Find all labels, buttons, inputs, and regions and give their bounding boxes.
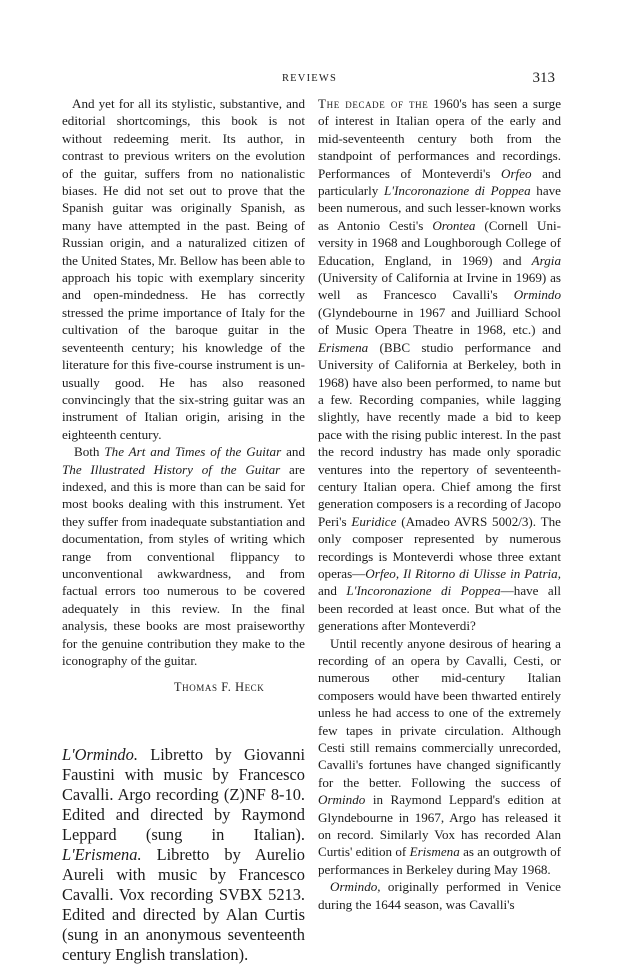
title-monteverdi-operas: Orfeo, Il Ritorno di Ulisse in Patria,: [365, 565, 561, 581]
text: 1960's has seen a surge of interest in Italian opera of the early and mid-seventeenth century both from the standpoint of performances and recordings. Performances of Monteverdi's: [318, 96, 562, 181]
heading-text-ormindo: Libretto by Giovanni Faustini with music by Francesco Cavalli. Argo recording (Z)NF 8-10. Edited and directed by Raymond Leppard (sung in Italian).: [62, 744, 305, 844]
running-head: REVIEWS: [281, 73, 338, 84]
title-euridice: Euridice: [351, 513, 397, 529]
title-poppea: L'Incoronazione di Poppea: [346, 583, 501, 599]
title-ormindo: Ormindo: [318, 792, 366, 808]
left-column: [62, 95, 305, 965]
paragraph-ormindo-venice: [318, 878, 561, 913]
lead-in-smallcaps: The decade of the: [318, 96, 429, 111]
book-title-illustrated-history: The Illustrated History of the Guitar: [62, 461, 281, 477]
text: as an outgrowth of performances in Berkeley during May 1968.: [318, 844, 562, 877]
para2-text-1: Both: [74, 444, 105, 460]
title-ormindo: Ormindo: [513, 287, 561, 303]
paragraph-shortcomings: And yet for all its stylistic, substantive, and editorial shortcomings, this book is not without redeeming merit. Its author, in contrast to previous writers on the evolution of the guitar, suffers from no nationalistic biases. He did not set out to prove that the Spanish guitar was originally Spanish, as many have attempted in the past. Being of Russian origin, and a naturalized citizen of the United States, Mr. Bellow has been able to approach his topic with exemplary sincerity and open-mindedness. He has correctly stressed the prime importance of Italy for the cultivation of the baroque guitar in the seventeenth century; his knowledge of the literature for this five-course instrument is unusually good. He has also reasoned convincingly that the six-string guitar was an instrument of Italian origin, arising in the eighteenth century.: [62, 96, 305, 442]
text: (BBC studio performance and University of California at Berkeley, both in 1968) have also been performed, to name but a few. Recording companies, while lagging slightly, have recently made a bid to keep pace with the rising public interest. In the past the record industry has made only sporadic ventures into the repertory of seventeenth-century Italian opera. Chief among the first generation composers is a recording of Jacopo Peri's: [318, 339, 561, 529]
text: —have all been recorded at least once. But what of the generations after Monteverdi?: [318, 583, 562, 634]
text: (Cornell University in 1968 and Loughborough College of Education, England, in 1969) and: [318, 217, 562, 268]
reviewer-signature: Thomas F. Heck: [174, 680, 265, 695]
book-title-art-and-times: The Art and Times of the Guitar: [104, 444, 282, 460]
review-heading: [62, 745, 305, 965]
text: in Raymond Leppard's edition at Glyndebourne in 1967, Argo has released it on record. Similarly Vox has recorded Alan Curtis' edition of: [318, 792, 561, 860]
right-column: [318, 95, 561, 913]
text: Until recently anyone desirous of hearing a recording of an opera by Cavalli, Cesti, or numerous other mid-century Italian composers would have been thwarted entirely unless he had access to one of the extremely few tapes in private circulation. Although Cesti still remains commercially unrecorded, Cavalli's fortunes have changed significantly for the better. Following the success of: [318, 635, 561, 790]
title-orfeo: Orfeo: [501, 165, 532, 181]
paragraph-indexes: [62, 443, 305, 669]
page-number: 313: [532, 70, 555, 86]
title-incoronazione: L'Incoronazione di Poppea: [383, 183, 531, 199]
text: and: [318, 583, 347, 599]
text: originally performed in Venice during the 1644 season, was Cavalli's: [318, 879, 561, 912]
text: (University of California at Irvine in 1969) as well as Francesco Cavalli's: [318, 270, 561, 303]
para2-text-2: and: [281, 444, 305, 460]
title-orontea: Orontea: [432, 217, 476, 233]
text: and particularly: [318, 165, 561, 199]
paragraph-until-recently: [318, 635, 561, 879]
title-erismena: Erismena: [409, 844, 460, 860]
heading-text-erismena: Libretto by Aurelio Aureli with music by Francesco Cavalli. Vox recording SVBX 5213. Edited and directed by Alan Curtis (sung in an anonymous seventeenth century English translation).: [62, 844, 305, 964]
title-argia: Argia: [531, 252, 561, 268]
text: (Amadeo AVRS 5002/3). The only composer represented by numerous recordings is Monteverdi whose three extant operas—: [318, 513, 561, 581]
text: have been numerous, and such lesser-known works as Antonio Cesti's: [318, 183, 561, 233]
text: (Glyndebourne in 1967 and Juilliard School of Music Opera Theatre in 1968, etc.) and: [318, 304, 561, 338]
title-erismena: Erismena: [318, 339, 369, 355]
heading-title-ormindo: L'Ormindo.: [62, 744, 138, 764]
para2-text-3: are indexed, and this is more than can be said for most books dealing with this instrument. Yet they suffer from inadequate substantiation and documentation, from styles of writing which range from conventional flippancy to unconventional awkwardness, and from factual errors too numerous to be covered adequately in this review. In the final analysis, these books are most praiseworthy for the genuine contribution they make to the iconography of the guitar.: [62, 461, 306, 668]
page-header: [0, 70, 619, 93]
title-ormindo: Ormindo,: [330, 879, 381, 895]
heading-title-erismena: L'Erismena.: [62, 844, 142, 864]
paragraph-decade: [318, 95, 561, 635]
